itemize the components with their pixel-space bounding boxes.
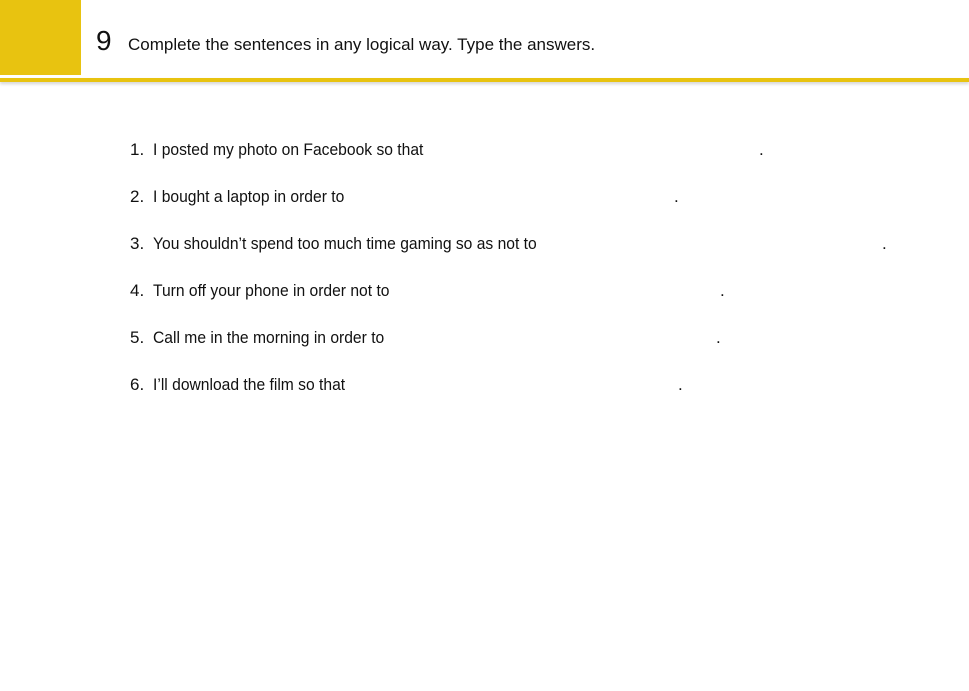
exercise-number: 9 <box>96 25 112 56</box>
header-divider <box>0 78 969 82</box>
sentence-end-5: . <box>716 328 721 347</box>
sentence-end-6: . <box>678 375 683 394</box>
item-prompt: You shouldn’t spend too much time gaming so as not to <box>153 234 537 253</box>
item-number: 5. <box>130 328 145 347</box>
answer-input-2[interactable] <box>362 186 672 208</box>
item-prompt: Call me in the morning in order to <box>153 328 385 347</box>
answer-input-1[interactable] <box>446 139 756 161</box>
item-number: 3. <box>130 234 145 253</box>
item-number: 1. <box>130 140 145 159</box>
header-accent-block <box>0 0 81 75</box>
sentence-end-2: . <box>674 187 679 206</box>
sentence-end-4: . <box>720 281 725 300</box>
item-number: 2. <box>130 187 145 206</box>
item-prompt: I posted my photo on Facebook so that <box>153 140 424 159</box>
item-prompt: I bought a laptop in order to <box>153 187 345 206</box>
answer-input-5[interactable] <box>405 327 713 349</box>
item-prompt: I’ll download the film so that <box>153 375 346 394</box>
sentence-end-3: . <box>882 234 887 253</box>
sentence-end-1: . <box>759 140 764 159</box>
answer-input-6[interactable] <box>368 374 676 396</box>
answer-input-3[interactable] <box>570 233 880 255</box>
answer-input-4[interactable] <box>410 280 718 302</box>
item-prompt: Turn off your phone in order not to <box>153 281 390 300</box>
item-number: 4. <box>130 281 145 300</box>
item-number: 6. <box>130 375 145 394</box>
exercise-instruction: Complete the sentences in any logical way. Type the answers. <box>128 35 596 54</box>
